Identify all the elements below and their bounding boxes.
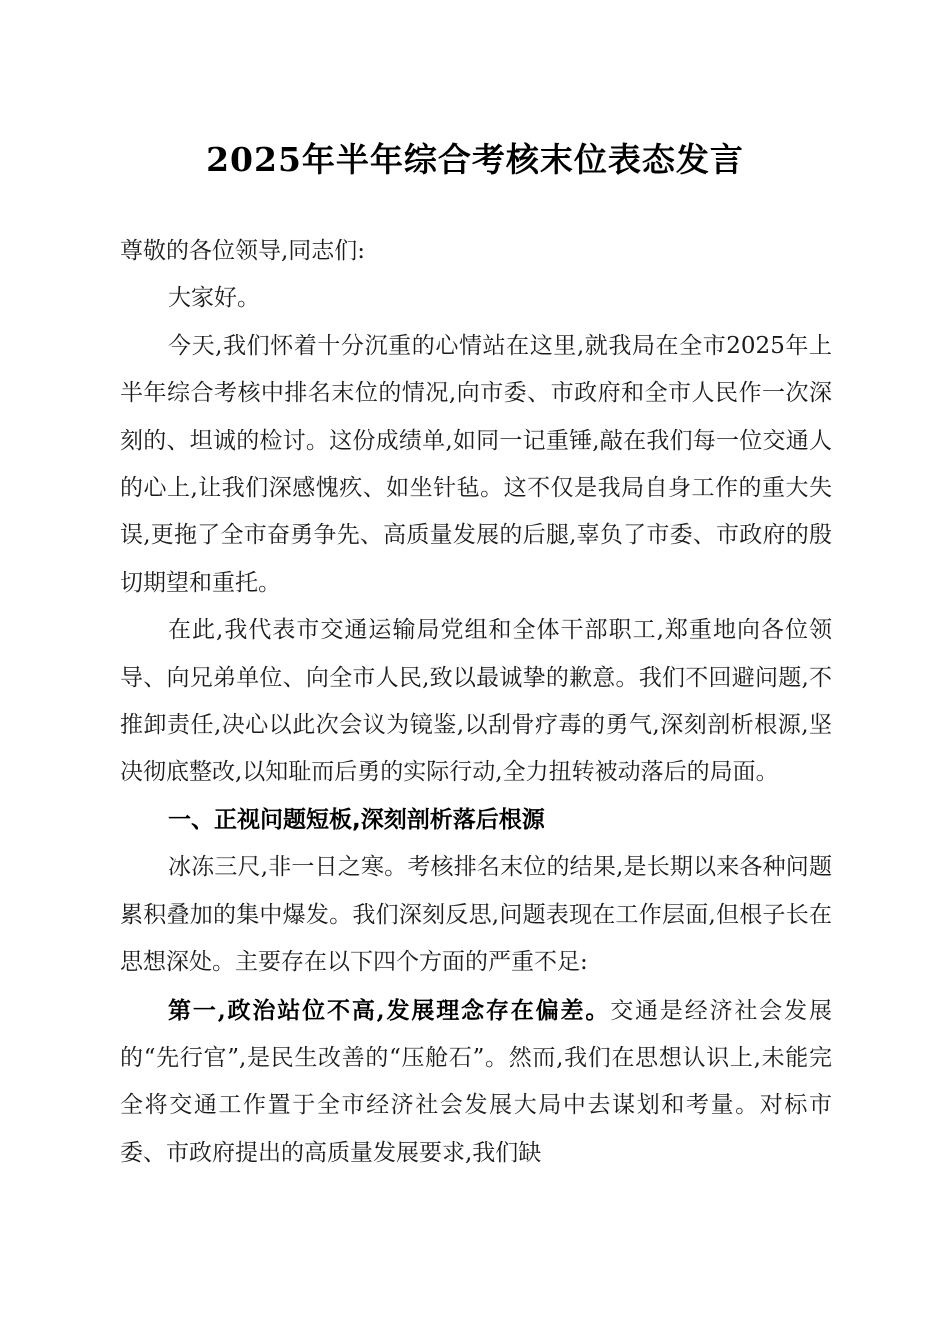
document-title: 2025年半年综合考核末位表态发言: [206, 140, 744, 179]
section-heading: 一、正视问题短板,深刻剖析落后根源: [168, 806, 545, 833]
document-body: [120, 228, 832, 1177]
body-paragraph: 在此,我代表市交通运输局党组和全体干部职工,郑重地向各位领导、向兄弟单位、向全市人民,致以最诚挚的歉意。我们不回避问题,不推卸责任,决心以此次会议为镜鉴,以刮骨疗毒的勇气,深刻剖析根源,坚决彻底整改,以知耻而后勇的实际行动,全力扭转被动落后的局面。: [120, 617, 832, 786]
point-one-paragraph: [120, 987, 832, 1178]
salutation: 尊敬的各位领导,同志们:: [120, 238, 366, 264]
point-one-text: 交通是经济社会发展的“先行官”,是民生改善的“压舱石”。然而,我们在思想认识上,未能完全将交通工作置于全市经济社会发展大局中去谋划和考量。对标市委、市政府提出的高质量发展要求,我们缺: [120, 997, 833, 1166]
point-one-lead: 第一,政治站位不高,发展理念存在偏差。: [168, 996, 611, 1024]
body-paragraph: 今天,我们怀着十分沉重的心情站在这里,就我局在全市2025年上半年综合考核中排名末位的情况,向市委、市政府和全市人民作一次深刻的、坦诚的检讨。这份成绩单,如同一记重锤,敲在我们每一位交通人的心上,让我们深感愧疚、如坐针毡。这不仅是我局自身工作的重大失误,更拖了全市奋勇争先、高质量发展的后腿,辜负了市委、市政府的殷切期望和重托。: [120, 332, 832, 596]
section-paragraph: 冰冻三尺,非一日之寒。考核排名末位的结果,是长期以来各种问题累积叠加的集中爆发。我们深刻反思,问题表现在工作层面,但根子长在思想深处。主要存在以下四个方面的严重不足:: [120, 854, 832, 976]
greeting: 大家好。: [168, 285, 260, 312]
